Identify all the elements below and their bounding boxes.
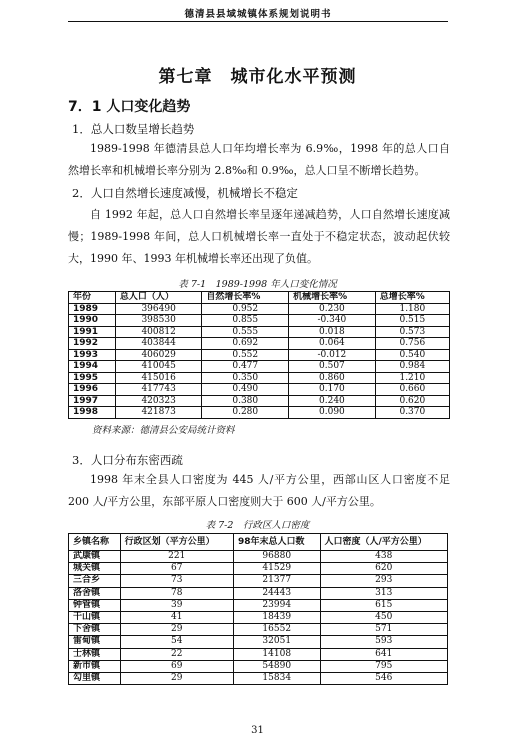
table-cell: 620 — [320, 563, 448, 575]
table-cell: 15834 — [233, 673, 320, 685]
table-cell: 0.952 — [202, 303, 289, 315]
col-header: 人口密度（人/平方公里） — [320, 534, 448, 551]
table-cell: 0.370 — [375, 407, 449, 419]
col-header: 98年末总人口数 — [233, 534, 320, 551]
table-cell: 0.490 — [202, 384, 289, 396]
table-cell: 0.380 — [202, 395, 289, 407]
table-cell: 0.552 — [202, 349, 289, 361]
table-cell: 571 — [320, 624, 448, 636]
table-cell: 1994 — [69, 361, 116, 373]
table-cell: 干山镇 — [69, 612, 121, 624]
table-cell: 403844 — [115, 338, 202, 350]
table-row — [69, 551, 448, 563]
table-row — [69, 624, 448, 636]
table-cell: 420323 — [115, 395, 202, 407]
table-cell: 0.555 — [202, 326, 289, 338]
col-header: 自然增长率% — [202, 292, 289, 304]
table-cell: 1997 — [69, 395, 116, 407]
table-cell: 546 — [320, 673, 448, 685]
table-cell: 39 — [120, 599, 233, 611]
header-rule — [68, 21, 448, 22]
table-cell: 16552 — [233, 624, 320, 636]
table-cell: 0.350 — [202, 372, 289, 384]
table-row — [69, 338, 450, 350]
table-row — [69, 612, 448, 624]
col-header: 总人口（人） — [115, 292, 202, 304]
subsection-title-1: 1．总人口数呈增长趋势 — [72, 122, 195, 136]
section-title: 7．1 人口变化趋势 — [68, 99, 191, 115]
table-cell: 武康镇 — [69, 551, 121, 563]
table-row — [69, 315, 450, 327]
paragraph-1: 1989-1998 年德清县总人口年均增长率为 6.9‰，1998 年的总人口自然增长率和机械增长率分别为 2.8‰和 0.9‰，总人口呈不断增长趋势。 — [68, 142, 450, 177]
table-cell: 400812 — [115, 326, 202, 338]
table-cell: 下舍镇 — [69, 624, 121, 636]
table-cell: 406029 — [115, 349, 202, 361]
population-density-table — [68, 533, 448, 685]
table-cell: 1996 — [69, 384, 116, 396]
table-cell: 0.692 — [202, 338, 289, 350]
table-cell: 78 — [120, 587, 233, 599]
table-cell: 73 — [120, 575, 233, 587]
col-header: 总增长率% — [375, 292, 449, 304]
table-cell: 0.515 — [375, 315, 449, 327]
table-cell: 钟管镇 — [69, 599, 121, 611]
table-cell: 1989 — [69, 303, 116, 315]
table-cell: 0.090 — [289, 407, 376, 419]
table-cell: 450 — [320, 612, 448, 624]
col-header: 年份 — [69, 292, 116, 304]
table-cell: 0.280 — [202, 407, 289, 419]
table-cell: 0.477 — [202, 361, 289, 373]
table-cell: 0.860 — [289, 372, 376, 384]
table-cell: 23994 — [233, 599, 320, 611]
table-cell: 14108 — [233, 648, 320, 660]
table-row — [69, 372, 450, 384]
table-header-row — [69, 292, 450, 304]
table-cell: 24443 — [233, 587, 320, 599]
table-cell: 22 — [120, 648, 233, 660]
subsection-title-2: 2．人口自然增长速度减慢，机械增长不稳定 — [72, 186, 298, 200]
table-cell: 421873 — [115, 407, 202, 419]
table-cell: 396490 — [115, 303, 202, 315]
table-row — [69, 303, 450, 315]
table-cell: 1993 — [69, 349, 116, 361]
table-row — [69, 361, 450, 373]
col-header: 行政区划（平方公里） — [120, 534, 233, 551]
table-cell: 410045 — [115, 361, 202, 373]
table-cell: 1.180 — [375, 303, 449, 315]
table-1-caption: 表 7-1 1989-1998 年人口变化情况 — [178, 279, 337, 290]
table-header-row — [69, 534, 448, 551]
table-cell: 795 — [320, 660, 448, 672]
running-header: 德清县县域城镇体系规划说明书 — [184, 9, 332, 20]
table-row — [69, 587, 448, 599]
table-cell: 0.018 — [289, 326, 376, 338]
table-cell: 1998 — [69, 407, 116, 419]
table-cell: 1990 — [69, 315, 116, 327]
table-cell: 615 — [320, 599, 448, 611]
table-cell: 54890 — [233, 660, 320, 672]
table-row — [69, 349, 450, 361]
col-header: 机械增长率% — [289, 292, 376, 304]
table-cell: 96880 — [233, 551, 320, 563]
table-cell: 雷甸镇 — [69, 636, 121, 648]
table-cell: 0.756 — [375, 338, 449, 350]
page-number: 31 — [251, 725, 264, 736]
table-cell: 41 — [120, 612, 233, 624]
table-cell: 0.170 — [289, 384, 376, 396]
table-cell: 221 — [120, 551, 233, 563]
table-cell: 32051 — [233, 636, 320, 648]
table-cell: 0.230 — [289, 303, 376, 315]
table-cell: 417743 — [115, 384, 202, 396]
table-cell: 641 — [320, 648, 448, 660]
paragraph-2: 自 1992 年起，总人口自然增长率呈逐年递减趋势，人口自然增长速度减慢；1989-1998 年间，总人口机械增长率一直处于不稳定状态，波动起伏较大，1990 年、1993 年机械增长率还出现了负值。 — [68, 208, 450, 265]
table-cell: 21377 — [233, 575, 320, 587]
table-row — [69, 395, 450, 407]
table-cell: 0.540 — [375, 349, 449, 361]
table-cell: 1.210 — [375, 372, 449, 384]
table-cell: 29 — [120, 673, 233, 685]
table-cell: 0.573 — [375, 326, 449, 338]
table-cell: 洛舍镇 — [69, 587, 121, 599]
table-cell: 41529 — [233, 563, 320, 575]
table-row — [69, 599, 448, 611]
table-cell: 1995 — [69, 372, 116, 384]
table-cell: 0.984 — [375, 361, 449, 373]
table-cell: 54 — [120, 636, 233, 648]
table-2-caption: 表 7-2 行政区人口密度 — [205, 520, 310, 531]
table-cell: 0.855 — [202, 315, 289, 327]
table-cell: 293 — [320, 575, 448, 587]
table-cell: 新市镇 — [69, 660, 121, 672]
table-cell: -0.340 — [289, 315, 376, 327]
table-cell: -0.012 — [289, 349, 376, 361]
table-cell: 67 — [120, 563, 233, 575]
table-row — [69, 384, 450, 396]
table-row — [69, 407, 450, 419]
table-cell: 313 — [320, 587, 448, 599]
paragraph-3: 1998 年末全县人口密度为 445 人/平方公里，西部山区人口密度不足 200 人/平方公里，东部平原人口密度则大于 600 人/平方公里。 — [68, 473, 450, 508]
table-cell: 勾里镇 — [69, 673, 121, 685]
table-row — [69, 575, 448, 587]
table-row — [69, 326, 450, 338]
table-cell: 398530 — [115, 315, 202, 327]
table-cell: 0.660 — [375, 384, 449, 396]
table-cell: 69 — [120, 660, 233, 672]
chapter-title: 第七章 城市化水平预测 — [158, 67, 357, 87]
table-cell: 18439 — [233, 612, 320, 624]
col-header: 乡镇名称 — [69, 534, 121, 551]
table-row — [69, 563, 448, 575]
table-row — [69, 636, 448, 648]
table-cell: 0.240 — [289, 395, 376, 407]
table-cell: 士林镇 — [69, 648, 121, 660]
table-cell: 1992 — [69, 338, 116, 350]
table-cell: 29 — [120, 624, 233, 636]
table-row — [69, 660, 448, 672]
population-change-table — [68, 291, 450, 419]
table-row — [69, 673, 448, 685]
table-cell: 1991 — [69, 326, 116, 338]
subsection-title-3: 3．人口分布东密西疏 — [72, 453, 183, 467]
table-cell: 593 — [320, 636, 448, 648]
table-cell: 415016 — [115, 372, 202, 384]
table-cell: 三合乡 — [69, 575, 121, 587]
table-cell: 438 — [320, 551, 448, 563]
table-1-source: 资料来源：德清县公安局统计资料 — [92, 425, 235, 436]
table-row — [69, 648, 448, 660]
table-cell: 0.507 — [289, 361, 376, 373]
table-cell: 0.620 — [375, 395, 449, 407]
table-cell: 0.064 — [289, 338, 376, 350]
table-cell: 城关镇 — [69, 563, 121, 575]
